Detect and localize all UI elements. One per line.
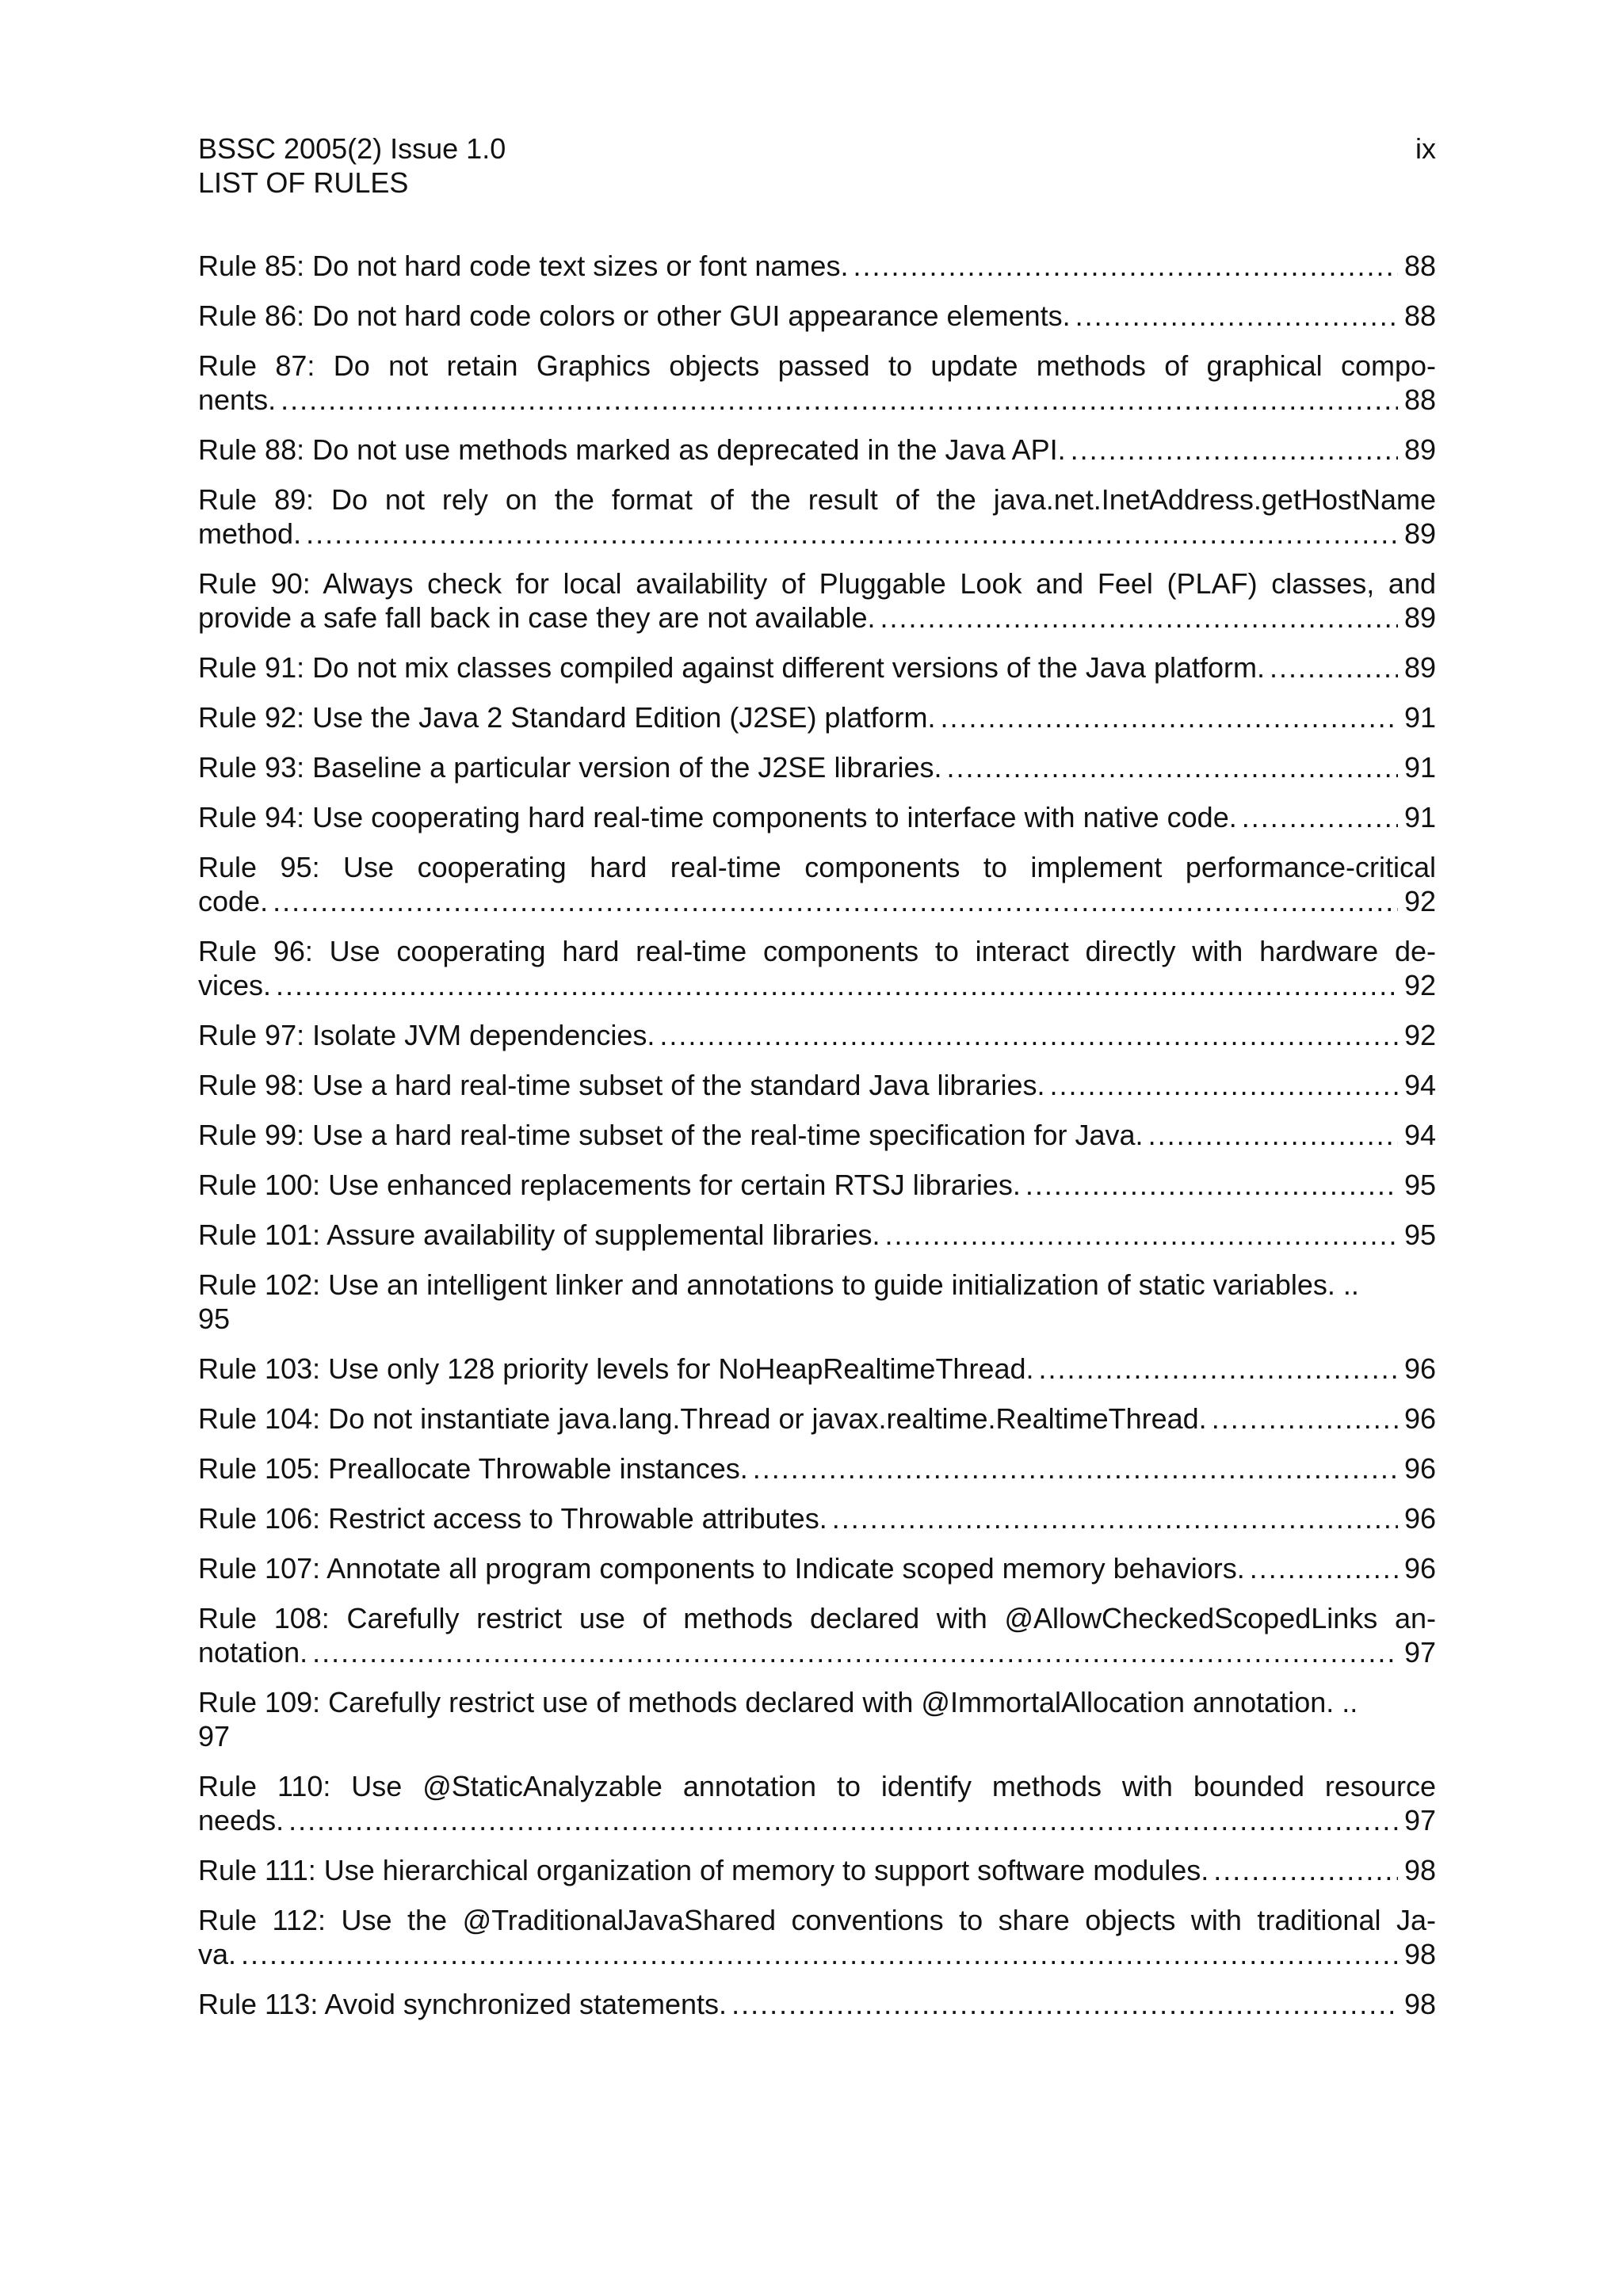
dot-leader: [1270, 650, 1398, 685]
rule-text: Rule 111: Use hierarchical organization of memory to support software modules.: [198, 1854, 1209, 1886]
rule-entry[interactable]: [198, 1601, 1436, 1669]
rule-entry[interactable]: [198, 700, 1436, 734]
rule-text: Rule 100: Use enhanced replacements for certain RTSJ libraries.: [198, 1169, 1021, 1201]
rule-text-line: Rule 96: Use cooperating hard real-time components to interact directly with hardware de-: [198, 935, 1436, 967]
rule-entry[interactable]: [198, 249, 1436, 283]
dot-leader: [1148, 1118, 1398, 1152]
rule-text: Rule 107: Annotate all program components to Indicate scoped memory behaviors.: [198, 1552, 1245, 1585]
rule-text: Rule 104: Do not instantiate java.lang.Thread or javax.realtime.RealtimeThread.: [198, 1402, 1207, 1435]
rule-entry[interactable]: [198, 1118, 1436, 1152]
rule-entry[interactable]: [198, 1068, 1436, 1102]
rule-text: Rule 85: Do not hard code text sizes or font names.: [198, 250, 849, 282]
rule-page-number: 98: [1403, 1854, 1436, 1886]
rule-text-line: Rule 112: Use the @TraditionalJavaShared conventions to share objects with traditional Ja-: [198, 1904, 1436, 1936]
rule-page-number: 92: [1403, 885, 1436, 917]
dot-leader: [241, 1937, 1398, 1971]
dot-leader: [276, 968, 1398, 1002]
rule-entry[interactable]: [198, 750, 1436, 784]
rule-page-number: 97: [1403, 1636, 1436, 1669]
rule-entry[interactable]: [198, 934, 1436, 1002]
rule-page-number: 89: [1403, 601, 1436, 634]
rule-text: provide a safe fall back in case they are not available.: [198, 601, 876, 634]
rule-text: Rule 105: Preallocate Throwable instances.: [198, 1452, 748, 1485]
rule-entry[interactable]: [198, 1501, 1436, 1535]
dot-leader: [832, 1501, 1398, 1535]
rule-text: Rule 99: Use a hard real-time subset of the real-time specification for Java.: [198, 1119, 1144, 1151]
dot-leader: [1050, 1068, 1398, 1102]
rule-page-number: 89: [1403, 433, 1436, 466]
rule-page-number: 95: [198, 1302, 231, 1335]
dot-leader: [281, 383, 1398, 417]
rule-text: Rule 98: Use a hard real-time subset of the standard Java libraries.: [198, 1069, 1045, 1101]
rule-page-number: 96: [1403, 1502, 1436, 1535]
rule-text: Rule 91: Do not mix classes compiled against different versions of the Java platform.: [198, 651, 1265, 684]
rule-page-number: 88: [1403, 383, 1436, 416]
dot-leader: [731, 1987, 1398, 2021]
rule-entry[interactable]: [198, 650, 1436, 685]
dot-leader: [1025, 1168, 1398, 1202]
rule-page-number: 95: [1403, 1219, 1436, 1251]
rule-text: va.: [198, 1938, 237, 1970]
rule-entry[interactable]: [198, 1268, 1436, 1336]
rule-page-number: 96: [1403, 1352, 1436, 1385]
rule-text-line: Rule 95: Use cooperating hard real-time components to implement performance-critical: [198, 851, 1436, 883]
rule-entry[interactable]: [198, 1218, 1436, 1252]
rule-entry[interactable]: [198, 482, 1436, 551]
rule-page-number: 89: [1403, 517, 1436, 550]
rule-text-line: Rule 108: Carefully restrict use of methods declared with @AllowCheckedScopedLinks an-: [198, 1602, 1436, 1634]
rule-text-line: Rule 90: Always check for local availability of Pluggable Look and Feel (PLAF) classes, and: [198, 567, 1436, 600]
rule-text: code.: [198, 885, 269, 917]
rule-text-line: Rule 87: Do not retain Graphics objects passed to update methods of graphical compo-: [198, 349, 1436, 382]
rule-page-number: 91: [1403, 751, 1436, 784]
rule-text: Rule 92: Use the Java 2 Standard Edition (J2SE) platform.: [198, 701, 936, 734]
rule-entry[interactable]: [198, 1853, 1436, 1887]
rule-entry[interactable]: [198, 1903, 1436, 1971]
dot-leader: [312, 1635, 1398, 1669]
dot-leader: [288, 1803, 1398, 1837]
rule-entry[interactable]: [198, 800, 1436, 834]
dot-leader: [753, 1451, 1398, 1486]
rule-entry[interactable]: [198, 433, 1436, 467]
rule-entry[interactable]: [198, 1018, 1436, 1052]
rule-page-number: 88: [1403, 299, 1436, 332]
rule-page-number: 95: [1403, 1169, 1436, 1201]
rule-text: Rule 113: Avoid synchronized statements.: [198, 1988, 727, 2020]
rule-text: method.: [198, 517, 302, 550]
rule-page-number: 91: [1403, 801, 1436, 833]
rule-entry[interactable]: [198, 566, 1436, 635]
page-number: ix: [1415, 132, 1436, 165]
dot-leader: [659, 1018, 1398, 1052]
rule-text: Rule 106: Restrict access to Throwable attributes.: [198, 1502, 827, 1535]
rule-text: Rule 93: Baseline a particular version of the J2SE libraries.: [198, 751, 942, 784]
document-id: BSSC 2005(2) Issue 1.0: [198, 132, 506, 165]
rule-page-number: 94: [1403, 1069, 1436, 1101]
rule-page-number: 97: [1403, 1804, 1436, 1836]
rule-entry[interactable]: [198, 299, 1436, 333]
dot-leader: [940, 700, 1397, 734]
rule-page-number: 98: [1403, 1938, 1436, 1970]
dot-leader: [1242, 800, 1398, 834]
rule-text: Rule 88: Do not use methods marked as deprecated in the Java API.: [198, 433, 1066, 466]
rule-text: Rule 102: Use an intelligent linker and annotations to guide initialization of static variables. ..: [198, 1268, 1359, 1301]
rule-text: vices.: [198, 969, 272, 1001]
rule-entry[interactable]: [198, 1352, 1436, 1386]
rule-page-number: 94: [1403, 1119, 1436, 1151]
rule-text: Rule 109: Carefully restrict use of methods declared with @ImmortalAllocation annotation. ..: [198, 1686, 1358, 1718]
rule-page-number: 92: [1403, 969, 1436, 1001]
dot-leader: [1039, 1352, 1398, 1386]
rule-entry[interactable]: [198, 1987, 1436, 2021]
dot-leader: [1212, 1402, 1398, 1436]
dot-leader: [1071, 433, 1398, 467]
rule-text: Rule 86: Do not hard code colors or other GUI appearance elements.: [198, 299, 1071, 332]
rule-page-number: 89: [1403, 651, 1436, 684]
rule-page-number: 92: [1403, 1019, 1436, 1051]
rule-page-number: 96: [1403, 1402, 1436, 1435]
rule-text: Rule 97: Isolate JVM dependencies.: [198, 1019, 655, 1051]
dot-leader: [1075, 299, 1398, 333]
rule-text: needs.: [198, 1804, 285, 1836]
dot-leader: [946, 750, 1397, 784]
rule-entry[interactable]: [198, 349, 1436, 417]
document-page: [198, 132, 1436, 2037]
rule-entry[interactable]: [198, 1451, 1436, 1486]
dot-leader: [306, 517, 1398, 551]
rule-page-number: 96: [1403, 1452, 1436, 1485]
rule-text: nents.: [198, 383, 277, 416]
rule-entry[interactable]: [198, 1168, 1436, 1202]
rule-text-line: Rule 89: Do not rely on the format of the result of the java.net.InetAddress.getHostName: [198, 483, 1436, 516]
rule-text: Rule 103: Use only 128 priority levels for NoHeapRealtimeThread.: [198, 1352, 1034, 1385]
dot-leader: [273, 884, 1398, 918]
dot-leader: [880, 601, 1398, 635]
rule-entry[interactable]: [198, 1402, 1436, 1436]
rule-page-number: 98: [1403, 1988, 1436, 2020]
rule-entry[interactable]: [198, 850, 1436, 918]
rule-text-line: Rule 110: Use @StaticAnalyzable annotation to identify methods with bounded resource: [198, 1770, 1436, 1802]
rule-entry[interactable]: [198, 1769, 1436, 1837]
rule-text: notation.: [198, 1636, 308, 1669]
dot-leader: [1250, 1551, 1398, 1585]
rule-page-number: 91: [1403, 701, 1436, 734]
rule-text: Rule 101: Assure availability of supplemental libraries.: [198, 1219, 880, 1251]
rule-page-number: 96: [1403, 1552, 1436, 1585]
rule-text: Rule 94: Use cooperating hard real-time components to interface with native code.: [198, 801, 1237, 833]
rule-page-number: 88: [1403, 250, 1436, 282]
page-header: [198, 132, 1436, 200]
dot-leader: [884, 1218, 1398, 1252]
dot-leader: [1213, 1853, 1398, 1887]
rule-entry[interactable]: [198, 1685, 1436, 1753]
rule-entry[interactable]: [198, 1551, 1436, 1585]
rule-page-number: 97: [198, 1720, 231, 1753]
section-title: LIST OF RULES: [198, 166, 409, 199]
dot-leader: [853, 249, 1398, 283]
rule-list: [198, 249, 1436, 2021]
